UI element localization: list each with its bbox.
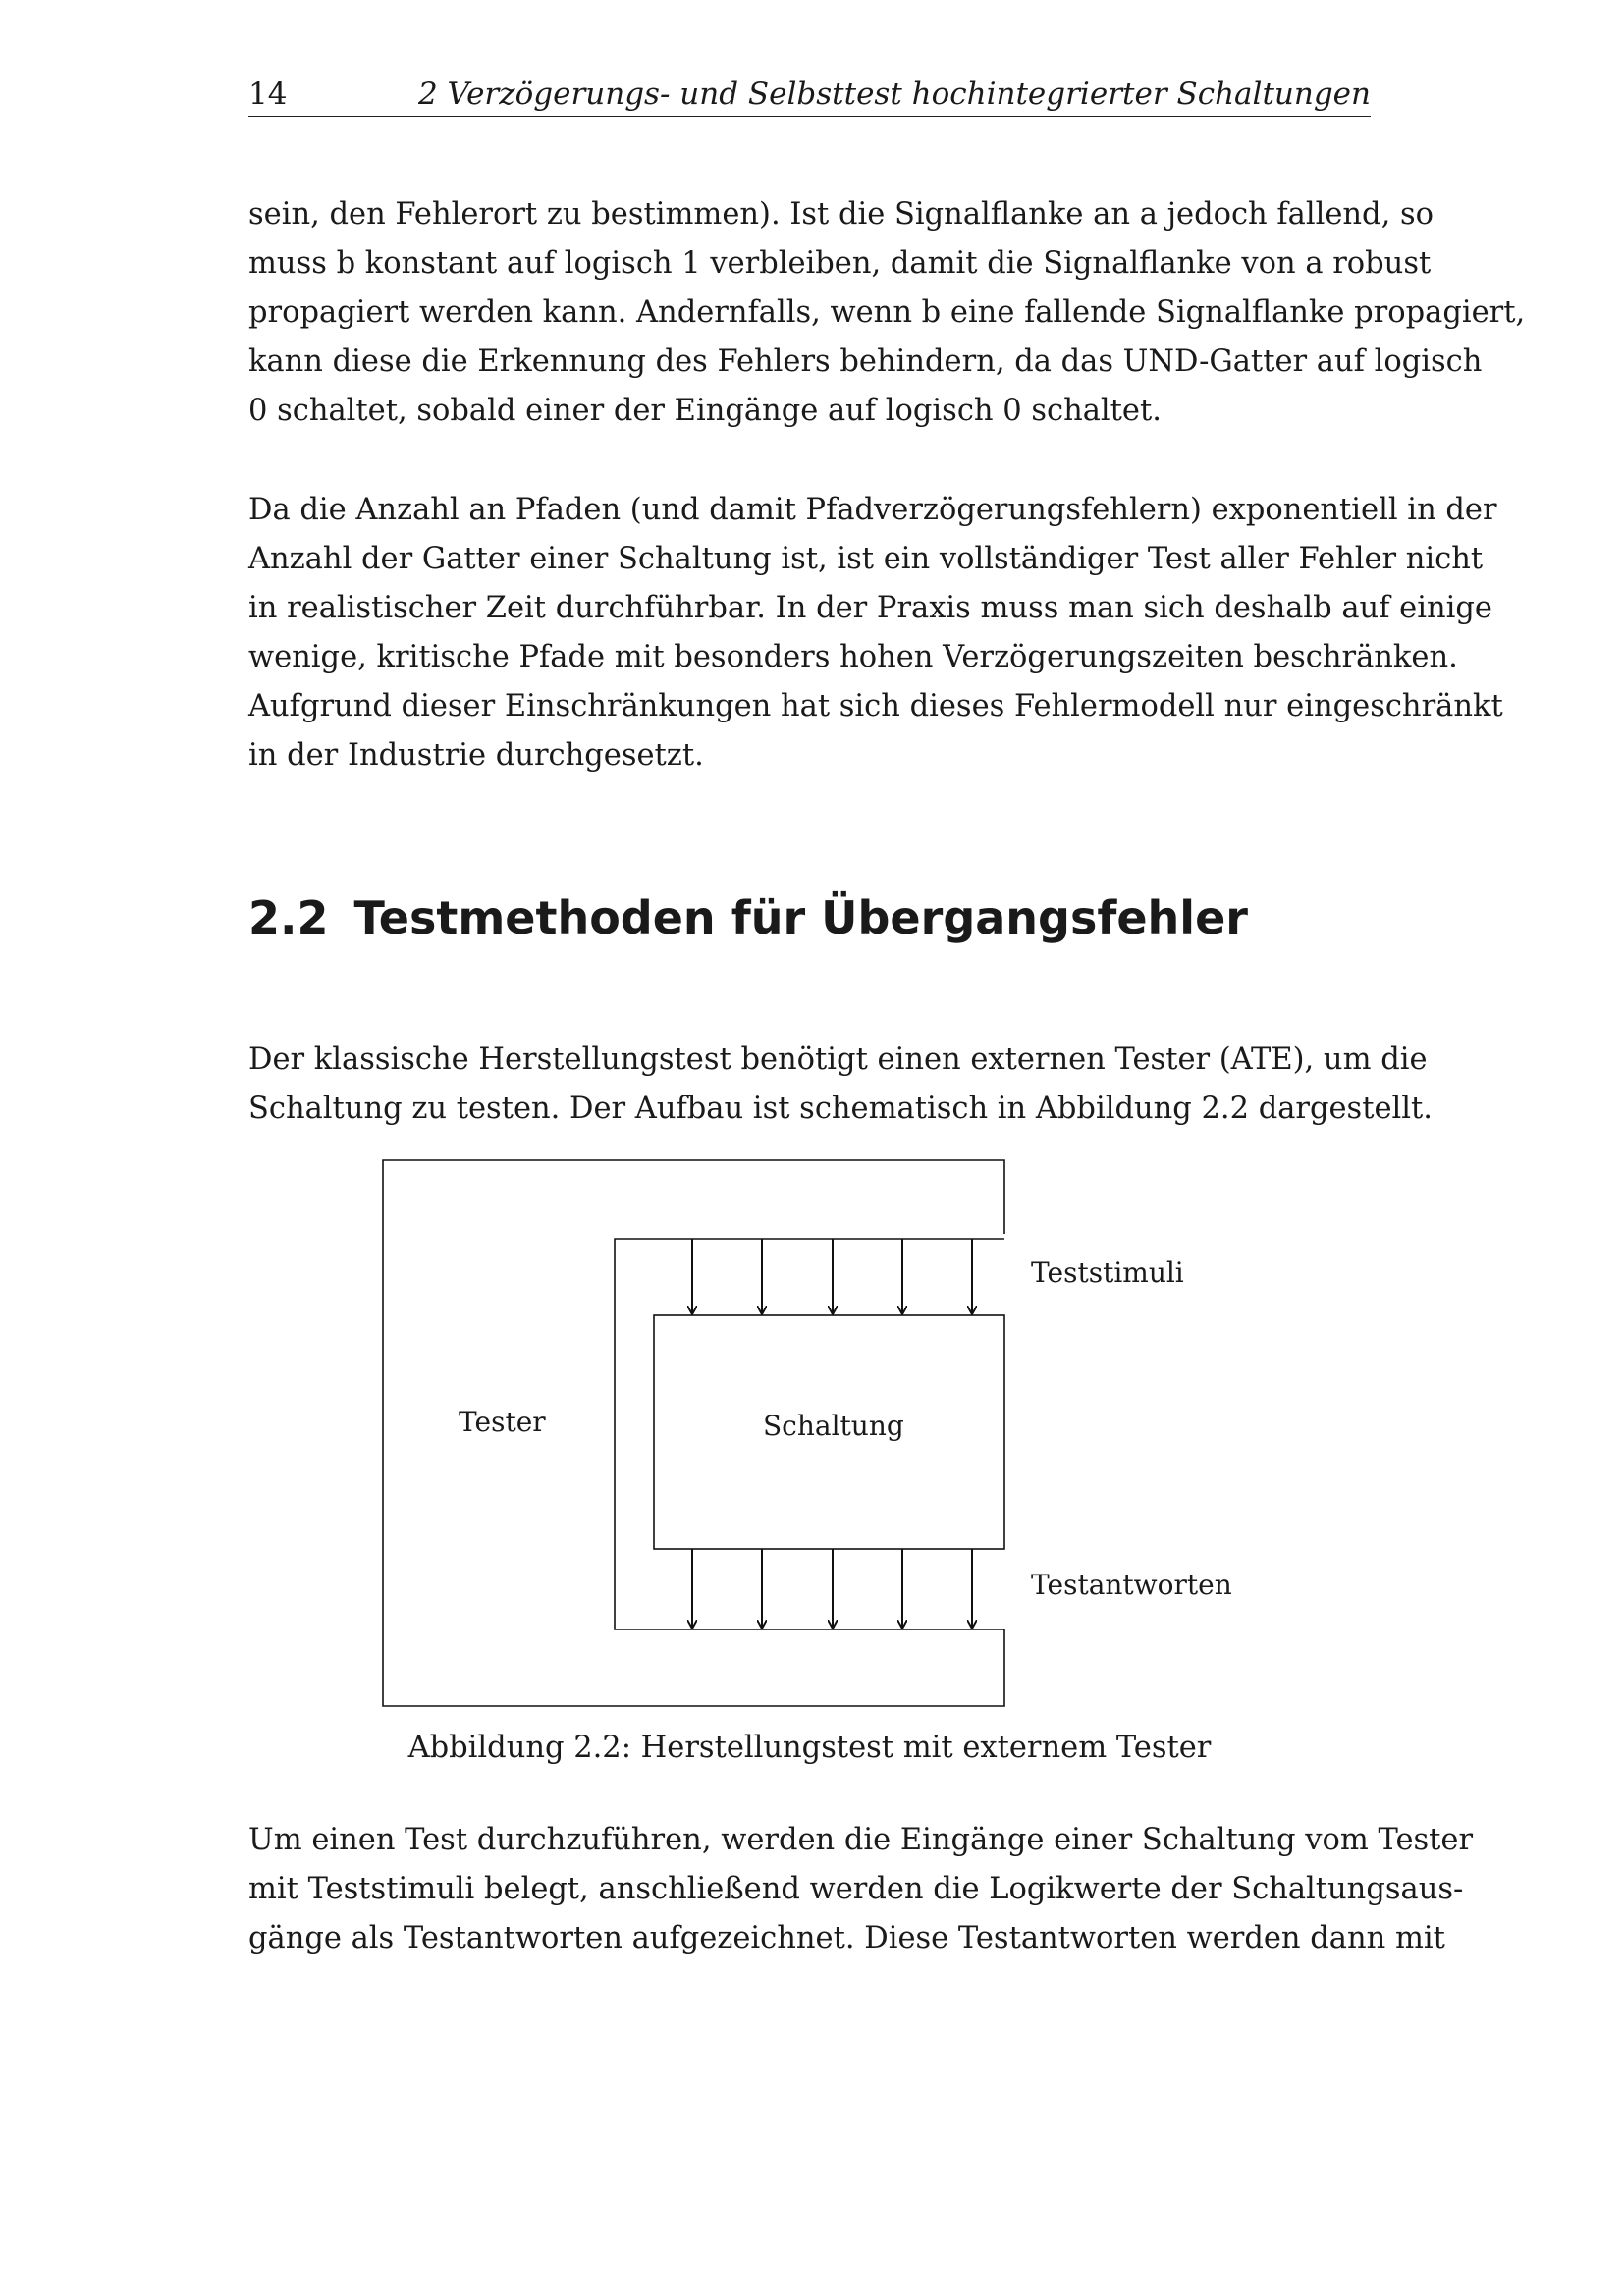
text-line: wenige, kritische Pfade mit besonders hohen Verzögerungszeiten beschränken. [248,640,1458,674]
stimuli-arrows [692,1239,972,1313]
text-line: kann diese die Erkennung des Fehlers behindern, da das UND-Gatter auf logisch [248,345,1483,379]
figure-caption: Abbildung 2.2: Herstellungstest mit externem Tester [407,1731,1212,1765]
circuit-label: Schaltung [763,1410,904,1442]
text-line: 0 schaltet, sobald einer der Eingänge auf logisch 0 schaltet. [248,394,1162,428]
text-line: mit Teststimuli belegt, anschließend werden die Logikwerte der Schaltungsaus- [248,1872,1464,1906]
text-line: Aufgrund dieser Einschränkungen hat sich dieses Fehlermodell nur eingeschränkt [248,689,1503,723]
response-arrows [692,1549,972,1628]
page-header [248,73,1371,117]
stimuli-label: Teststimuli [1031,1256,1184,1289]
figure-2-2 [373,1148,1257,1718]
text-line: propagiert werden kann. Andernfalls, wenn b eine fallende Signalflanke propagiert, [248,295,1526,330]
text-line: Der klassische Herstellungstest benötigt einen externen Tester (ATE), um die [248,1042,1428,1077]
running-title: 2 Verzögerungs- und Selbsttest hochintegrierter Schaltungen [417,77,1371,112]
text-line: Um einen Test durchzuführen, werden die Eingänge einer Schaltung vom Tester [248,1823,1474,1857]
responses-label: Testantworten [1031,1569,1232,1601]
text-line: gänge als Testantworten aufgezeichnet. Diese Testantworten werden dann mit [248,1921,1445,1955]
text-line: Da die Anzahl an Pfaden (und damit Pfadverzögerungsfehlern) exponentiell in der [248,493,1497,527]
section-title: Testmethoden für Übergangsfehler [353,891,1248,944]
text-line: sein, den Fehlerort zu bestimmen). Ist die Signalflanke an a jedoch fallend, so [248,197,1434,232]
text-line: muss b konstant auf logisch 1 verbleiben, damit die Signalflanke von a robust [248,246,1432,281]
paragraph-3 [248,1036,1433,1134]
paragraph-4 [248,1816,1474,1963]
tester-label: Tester [459,1406,546,1438]
text-line: Anzahl der Gatter einer Schaltung ist, ist ein vollständiger Test aller Fehler nicht [248,542,1484,576]
paragraph-2 [248,486,1503,780]
paragraph-1 [248,190,1526,436]
page-number: 14 [248,77,288,112]
text-line: Schaltung zu testen. Der Aufbau ist schematisch in Abbildung 2.2 dargestellt. [248,1092,1433,1126]
section-number: 2.2 [248,891,329,944]
text-line: in der Industrie durchgesetzt. [248,738,704,773]
section-heading [248,891,1248,944]
text-line: in realistischer Zeit durchführbar. In der Praxis muss man sich deshalb auf einige [248,591,1492,625]
